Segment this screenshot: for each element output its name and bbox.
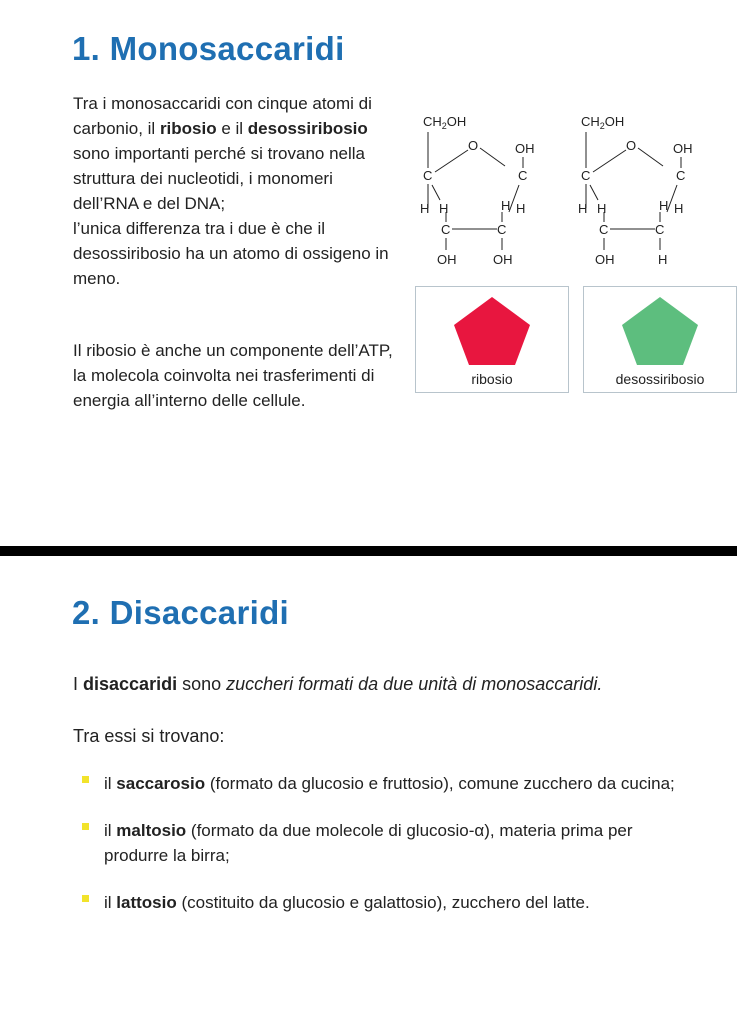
oh-label: OH [595,252,615,267]
text-run: (formato da glucosio e fruttosio), comune zucchero da cucina; [205,774,675,793]
carbon-label: C [423,168,433,183]
carbon-label: C [676,168,686,183]
text-run: sono [177,674,227,694]
slide-title: 2. Disaccaridi [72,594,289,631]
text-run: il [104,821,117,840]
definition-paragraph [73,674,602,695]
ch2oh-label: $CH_2OH$ [423,114,467,131]
carbon-label: C [518,168,528,183]
oh-label: OH [437,252,457,267]
pentagon-icon [620,295,700,367]
bullet-square-icon [82,823,89,830]
text-run: (costituito da glucosio e galattosio), zucchero del latte. [176,893,590,912]
text-run: I [73,674,84,694]
bullet-square-icon [82,776,89,783]
text-run: (formato da due molecole di glucosio-α), materia prima per produrre la birra; [104,821,633,865]
hydrogen-label: H [659,198,669,213]
bold-term: saccarosio [116,774,206,793]
italic-definition: zuccheri formati da due unità di monosaccaridi. [226,674,603,694]
oxygen-label: O [626,138,637,153]
ch2oh-label: $CH_2OH$ [581,114,625,131]
list-item [80,771,680,796]
intro-line: Tra essi si trovano: [73,726,225,746]
oh-label: OH [493,252,513,267]
carbon-label: C [497,222,507,237]
slide-disaccaridi [0,556,737,1020]
text-run: Tra i monosaccaridi con cinque atomi di carbonio, il [73,94,372,138]
pentagon-icon [452,295,532,367]
ribosio-symbol-box [415,286,569,393]
bold-ribosio: ribosio [159,119,217,138]
hydrogen-label: H [597,201,607,216]
text-run: l’unica differenza tra i due è che il desossiribosio ha un atomo di ossigeno in meno. [73,219,389,288]
hydrogen-label: H [578,201,588,216]
list-item [80,890,680,915]
desossiribosio-label: desossiribosio [615,371,705,387]
hydrogen-label: H [439,201,449,216]
text-run: sono importanti perché si trovano nella struttura dei nucleotidi, i monomeri dell’RNA e del DNA; [73,144,365,213]
desossiribosio-symbol-box [583,286,737,393]
carbon-label: C [581,168,591,183]
list-item [80,818,680,868]
carbon-label: C [441,222,451,237]
ribosio-label: ribosio [471,371,513,387]
ribosio-structure [405,100,545,275]
ribose-figure [405,100,705,400]
bold-term: lattosio [116,893,177,912]
text-run: e il [216,119,248,138]
hydrogen-label: H [501,198,511,213]
text-run: il [104,774,117,793]
oh-label: OH [515,141,535,156]
bold-term: maltosio [116,821,187,840]
oxygen-label: O [468,138,479,153]
hydrogen-label: H [674,201,684,216]
hydrogen-label: H [516,201,526,216]
bold-disaccaridi: disaccaridi [83,674,178,694]
bold-desossiribosio: desossiribosio [247,119,368,138]
paragraph-atp: Il ribosio è anche un componente dell’ATP, la molecola coinvolta nei trasferimenti di energia all’interno delle cellule. [73,341,393,410]
paragraph-ribose-intro [73,91,393,291]
bullet-square-icon [82,895,89,902]
carbon-label: C [655,222,665,237]
oh-label: OH [673,141,693,156]
carbon-label: C [599,222,609,237]
slide-title: 1. Monosaccaridi [72,30,345,67]
disaccharide-list [80,771,680,937]
hydrogen-label: H [420,201,430,216]
desossiribosio-structure [563,100,703,275]
hydrogen-label: H [658,252,668,267]
text-run: il [104,893,117,912]
